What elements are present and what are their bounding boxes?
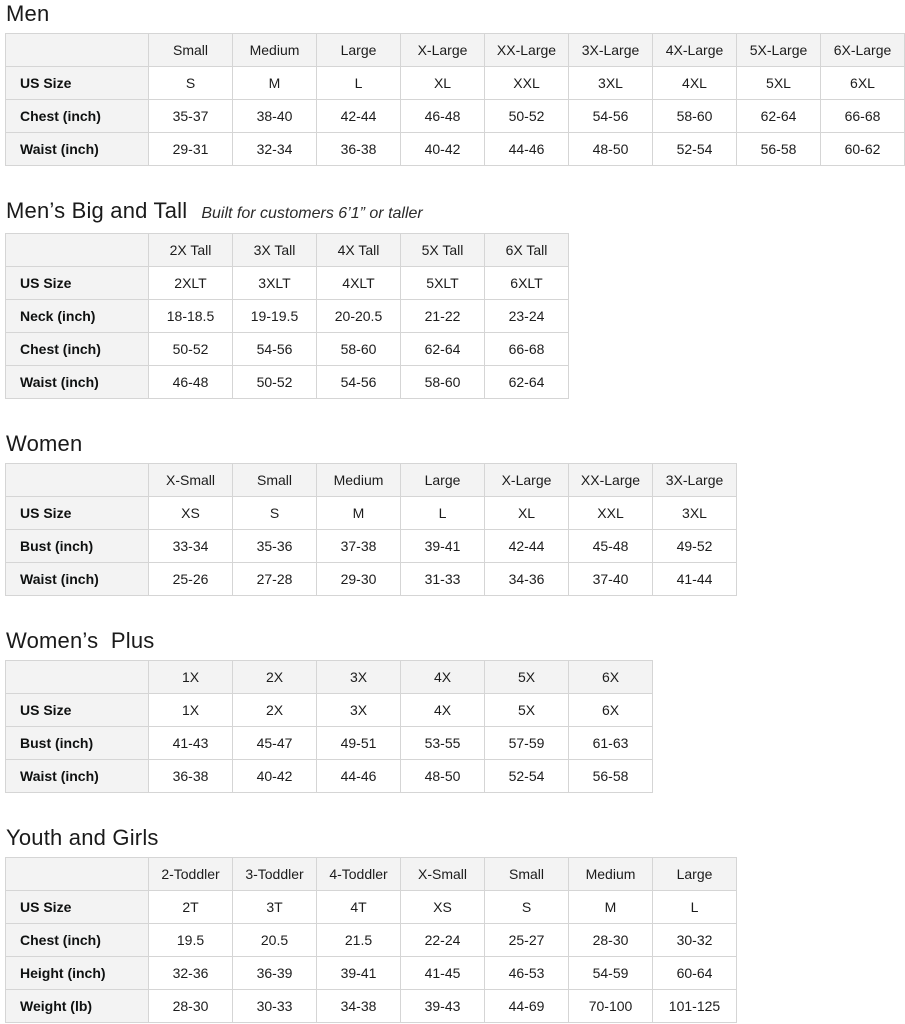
data-cell: 2T [149, 891, 233, 924]
data-cell: 36-38 [149, 760, 233, 793]
section-youth-and-girls [5, 825, 905, 1023]
column-header: 5X-Large [737, 34, 821, 67]
data-cell: 30-33 [233, 990, 317, 1023]
row-label: US Size [6, 891, 149, 924]
row-label: US Size [6, 694, 149, 727]
data-cell: 36-38 [317, 133, 401, 166]
table-row [6, 990, 737, 1023]
section-women [5, 431, 905, 596]
data-cell: 36-39 [233, 957, 317, 990]
column-header: X-Large [401, 34, 485, 67]
column-header: Small [149, 34, 233, 67]
section-title-text: Men [6, 1, 50, 26]
data-cell: XL [485, 497, 569, 530]
row-label: Waist (inch) [6, 563, 149, 596]
data-cell: 25-26 [149, 563, 233, 596]
column-header: 3X-Large [569, 34, 653, 67]
data-cell: S [485, 891, 569, 924]
data-cell: XXL [569, 497, 653, 530]
data-cell: 44-69 [485, 990, 569, 1023]
row-label: Waist (inch) [6, 133, 149, 166]
data-cell: 19.5 [149, 924, 233, 957]
data-cell: 46-48 [401, 100, 485, 133]
table-row [6, 891, 737, 924]
column-header: X-Large [485, 464, 569, 497]
data-cell: 62-64 [737, 100, 821, 133]
data-cell: 35-37 [149, 100, 233, 133]
table-row [6, 727, 653, 760]
column-header: 5X [485, 661, 569, 694]
row-label: US Size [6, 267, 149, 300]
data-cell: 23-24 [485, 300, 569, 333]
column-header: 4-Toddler [317, 858, 401, 891]
data-cell: 60-64 [653, 957, 737, 990]
data-cell: 62-64 [401, 333, 485, 366]
data-cell: L [317, 67, 401, 100]
data-cell: XS [401, 891, 485, 924]
data-cell: 34-36 [485, 563, 569, 596]
column-header: Medium [233, 34, 317, 67]
data-cell: 40-42 [401, 133, 485, 166]
data-cell: 48-50 [569, 133, 653, 166]
row-label: Waist (inch) [6, 366, 149, 399]
data-cell: 58-60 [317, 333, 401, 366]
column-header: Medium [569, 858, 653, 891]
section-womens-plus [5, 628, 905, 793]
section-title-men [6, 1, 905, 27]
youth-and-girls-size-table [5, 857, 737, 1023]
column-header: X-Small [401, 858, 485, 891]
header-row [6, 234, 569, 267]
data-cell: 58-60 [653, 100, 737, 133]
column-header: 6X Tall [485, 234, 569, 267]
data-cell: XXL [485, 67, 569, 100]
column-header: Large [401, 464, 485, 497]
table-row [6, 563, 737, 596]
data-cell: 30-32 [653, 924, 737, 957]
table-row [6, 333, 569, 366]
data-cell: 4XLT [317, 267, 401, 300]
column-header: XX-Large [485, 34, 569, 67]
row-label: Waist (inch) [6, 760, 149, 793]
table-row [6, 760, 653, 793]
data-cell: 28-30 [569, 924, 653, 957]
data-cell: 3T [233, 891, 317, 924]
data-cell: 54-56 [317, 366, 401, 399]
data-cell: 66-68 [821, 100, 905, 133]
data-cell: 60-62 [821, 133, 905, 166]
data-cell: 5XL [737, 67, 821, 100]
data-cell: 42-44 [485, 530, 569, 563]
data-cell: 6XLT [485, 267, 569, 300]
column-header: 4X Tall [317, 234, 401, 267]
data-cell: 27-28 [233, 563, 317, 596]
data-cell: 25-27 [485, 924, 569, 957]
section-title-mens-big-and-tall [6, 198, 905, 227]
data-cell: 18-18.5 [149, 300, 233, 333]
table-row [6, 957, 737, 990]
data-cell: 41-45 [401, 957, 485, 990]
data-cell: 21.5 [317, 924, 401, 957]
column-header: Large [653, 858, 737, 891]
row-label: Neck (inch) [6, 300, 149, 333]
section-title-womens-plus [6, 628, 905, 654]
data-cell: 20-20.5 [317, 300, 401, 333]
data-cell: 5X [485, 694, 569, 727]
data-cell: 19-19.5 [233, 300, 317, 333]
data-cell: L [653, 891, 737, 924]
table-row [6, 100, 905, 133]
corner-cell [6, 464, 149, 497]
data-cell: 32-36 [149, 957, 233, 990]
data-cell: 22-24 [401, 924, 485, 957]
data-cell: 41-44 [653, 563, 737, 596]
data-cell: XS [149, 497, 233, 530]
data-cell: 50-52 [233, 366, 317, 399]
data-cell: 50-52 [485, 100, 569, 133]
column-header: 6X [569, 661, 653, 694]
data-cell: 50-52 [149, 333, 233, 366]
data-cell: 101-125 [653, 990, 737, 1023]
corner-cell [6, 234, 149, 267]
data-cell: 52-54 [653, 133, 737, 166]
data-cell: 33-34 [149, 530, 233, 563]
row-label: Chest (inch) [6, 924, 149, 957]
corner-cell [6, 858, 149, 891]
data-cell: 46-53 [485, 957, 569, 990]
row-label: Bust (inch) [6, 530, 149, 563]
column-header: X-Small [149, 464, 233, 497]
data-cell: 31-33 [401, 563, 485, 596]
row-label: Bust (inch) [6, 727, 149, 760]
data-cell: 39-41 [317, 957, 401, 990]
data-cell: 58-60 [401, 366, 485, 399]
data-cell: 4XL [653, 67, 737, 100]
data-cell: 45-48 [569, 530, 653, 563]
data-cell: 28-30 [149, 990, 233, 1023]
column-header: 4X-Large [653, 34, 737, 67]
column-header: Medium [317, 464, 401, 497]
data-cell: 21-22 [401, 300, 485, 333]
header-row [6, 464, 737, 497]
header-row [6, 661, 653, 694]
header-row [6, 34, 905, 67]
data-cell: 38-40 [233, 100, 317, 133]
table-row [6, 133, 905, 166]
data-cell: 5XLT [401, 267, 485, 300]
data-cell: 34-38 [317, 990, 401, 1023]
row-label: Height (inch) [6, 957, 149, 990]
column-header: 2-Toddler [149, 858, 233, 891]
women-size-table [5, 463, 737, 596]
row-label: US Size [6, 67, 149, 100]
column-header: 2X [233, 661, 317, 694]
data-cell: 56-58 [569, 760, 653, 793]
data-cell: 35-36 [233, 530, 317, 563]
column-header: 4X [401, 661, 485, 694]
data-cell: 61-63 [569, 727, 653, 760]
data-cell: 2X [233, 694, 317, 727]
data-cell: 39-41 [401, 530, 485, 563]
data-cell: 42-44 [317, 100, 401, 133]
table-row [6, 300, 569, 333]
section-note: Built for customers 6’1” or taller [201, 205, 423, 222]
data-cell: 45-47 [233, 727, 317, 760]
data-cell: 52-54 [485, 760, 569, 793]
data-cell: 70-100 [569, 990, 653, 1023]
data-cell: 39-43 [401, 990, 485, 1023]
data-cell: S [149, 67, 233, 100]
womens-plus-size-table [5, 660, 653, 793]
section-title-text: Women [6, 431, 83, 456]
data-cell: 54-56 [569, 100, 653, 133]
section-title-text: Women’s Plus [6, 628, 155, 653]
corner-cell [6, 661, 149, 694]
data-cell: 6XL [821, 67, 905, 100]
men-size-table [5, 33, 905, 166]
row-label: Weight (lb) [6, 990, 149, 1023]
data-cell: L [401, 497, 485, 530]
data-cell: 4X [401, 694, 485, 727]
data-cell: 49-51 [317, 727, 401, 760]
section-mens-big-and-tall [5, 198, 905, 399]
column-header: Small [485, 858, 569, 891]
data-cell: 3X [317, 694, 401, 727]
column-header: 3X [317, 661, 401, 694]
data-cell: 57-59 [485, 727, 569, 760]
data-cell: M [317, 497, 401, 530]
table-row [6, 267, 569, 300]
column-header: 2X Tall [149, 234, 233, 267]
table-row [6, 366, 569, 399]
data-cell: 6X [569, 694, 653, 727]
data-cell: 44-46 [317, 760, 401, 793]
data-cell: 37-38 [317, 530, 401, 563]
data-cell: 56-58 [737, 133, 821, 166]
table-row [6, 497, 737, 530]
column-header: Large [317, 34, 401, 67]
data-cell: 46-48 [149, 366, 233, 399]
column-header: 5X Tall [401, 234, 485, 267]
column-header: 3X-Large [653, 464, 737, 497]
data-cell: 66-68 [485, 333, 569, 366]
data-cell: 4T [317, 891, 401, 924]
data-cell: 1X [149, 694, 233, 727]
data-cell: 29-31 [149, 133, 233, 166]
column-header: 3X Tall [233, 234, 317, 267]
data-cell: 48-50 [401, 760, 485, 793]
data-cell: 37-40 [569, 563, 653, 596]
data-cell: 3XL [653, 497, 737, 530]
data-cell: 49-52 [653, 530, 737, 563]
table-row [6, 67, 905, 100]
section-title-women [6, 431, 905, 457]
table-row [6, 694, 653, 727]
section-title-youth-and-girls [6, 825, 905, 851]
data-cell: 2XLT [149, 267, 233, 300]
column-header: Small [233, 464, 317, 497]
data-cell: 3XLT [233, 267, 317, 300]
data-cell: 54-56 [233, 333, 317, 366]
column-header: XX-Large [569, 464, 653, 497]
data-cell: 3XL [569, 67, 653, 100]
data-cell: M [569, 891, 653, 924]
header-row [6, 858, 737, 891]
data-cell: 53-55 [401, 727, 485, 760]
row-label: US Size [6, 497, 149, 530]
corner-cell [6, 34, 149, 67]
row-label: Chest (inch) [6, 333, 149, 366]
data-cell: 20.5 [233, 924, 317, 957]
column-header: 1X [149, 661, 233, 694]
data-cell: 54-59 [569, 957, 653, 990]
row-label: Chest (inch) [6, 100, 149, 133]
data-cell: 62-64 [485, 366, 569, 399]
data-cell: 44-46 [485, 133, 569, 166]
section-title-text: Youth and Girls [6, 825, 159, 850]
data-cell: M [233, 67, 317, 100]
data-cell: S [233, 497, 317, 530]
column-header: 3-Toddler [233, 858, 317, 891]
data-cell: 29-30 [317, 563, 401, 596]
data-cell: 40-42 [233, 760, 317, 793]
section-title-text: Men’s Big and Tall [6, 198, 188, 223]
mens-big-and-tall-size-table [5, 233, 569, 399]
table-row [6, 924, 737, 957]
data-cell: 32-34 [233, 133, 317, 166]
section-men [5, 1, 905, 166]
data-cell: XL [401, 67, 485, 100]
data-cell: 41-43 [149, 727, 233, 760]
table-row [6, 530, 737, 563]
column-header: 6X-Large [821, 34, 905, 67]
